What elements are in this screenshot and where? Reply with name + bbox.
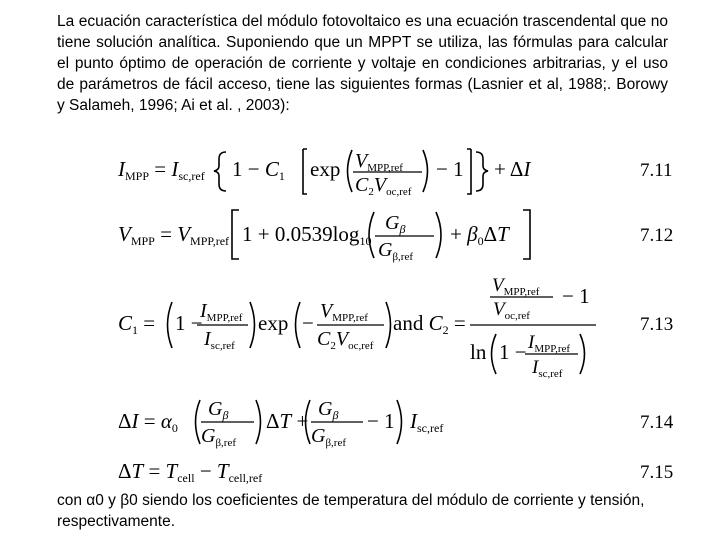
svg-text:VMPP = VMPP,ref: VMPP = VMPP,ref [118,222,230,248]
equation-number: 7.11 [640,160,673,181]
svg-text:− 1: − 1 [562,284,590,308]
equation-number: 7.12 [640,225,674,246]
equation-7-12 [0,204,720,264]
svg-text:VMPP,ref: $V_{MPP,ref}$ [492,275,540,298]
equation-7-13 [0,270,720,380]
svg-text:Voc,ref: $V_{oc,ref}$ [493,299,530,322]
svg-text:Isc,ref: Isc,ref [410,409,444,435]
svg-text:ΔT = Tcell − Tcell,ref: ΔT = Tcell − Tcell,ref [118,459,263,485]
svg-text:C2Voc,ref: $C_2V_{oc,ref}$ [317,328,374,352]
equation-number: 7.13 [640,314,674,335]
intro-paragraph: La ecuación característica del módulo fotovoltaico es una ecuación trascendental que no tiene solución analítica. Suponiendo que un MPPT se utiliza, las fórmulas para calcular el punto óptimo de operación de corriente y voltaje en condiciones arbitrarias, y el uso de parámetros de fácil acceso, tiene las siguientes formas (Lasnier et al, 1988;. Borowy y Salameh, 1996; Ai et al. , 2003): [57,13,668,114]
coefficient: 0.0539 [274,222,333,246]
svg-text:+ ΔI: + ΔI [494,157,531,181]
svg-text:ln: ln [470,340,487,364]
and-word: and [393,311,424,335]
svg-text:− 1: − 1 [367,409,395,433]
svg-text:C1 =: C1 = [118,311,156,337]
equation-number: 7.15 [640,462,674,483]
closing-paragraph: con α0 y β0 siendo los coeficientes de temperatura del módulo de corriente y tensión, respectivamente. [57,492,645,530]
svg-text:1 −: 1 − [499,340,527,364]
equation-7-14 [0,392,720,450]
svg-text:exp: exp [258,311,289,335]
svg-text:Gβ: $G_\beta$ [208,398,229,422]
svg-text:C2Voc,ref: $C_2V_{oc,ref}$ [355,174,412,198]
svg-text:Isc,ref: $I_{sc,ref}$ [532,357,563,380]
svg-text:1 −: 1 − [175,311,203,335]
equation-7-11 [0,142,720,198]
svg-text:IMPP,ref: $I_{MPP,ref}$ [200,300,243,324]
svg-text:Gβ,ref: $G_{\beta,ref}$ [311,425,347,449]
svg-text:+ β0ΔT: + β0ΔT [450,222,509,248]
svg-text:Gβ: $G_\beta$ [385,212,406,236]
svg-text:and C2 =: and C2 = [393,311,466,337]
svg-text:Gβ,ref: $G_{\beta,ref}$ [201,425,237,449]
equation-number: 7.14 [640,412,674,433]
svg-text:IMPP,ref: $I_{MPP,ref}$ [528,332,571,355]
svg-text:Gβ,ref: $G_{\beta,ref}$ [378,239,414,263]
svg-text:VMPP,ref: $V_{MPP,ref}$ [320,300,368,324]
svg-text:Gβ: $G_\beta$ [318,398,339,422]
svg-text:Isc,ref: $I_{sc,ref}$ [204,328,235,352]
svg-text:ΔI = α0: ΔI = α0 [118,409,178,435]
svg-text:VMPP,ref: $V_{MPP,ref}$ [355,150,403,174]
svg-text:IMPP = Isc,ref: IMPP = Isc,ref [118,157,205,183]
equation-7-15 [0,452,720,488]
svg-text:1 + 0.0539log10: 1 + 0.0539log10 [242,222,372,248]
svg-text:1 − C1: 1 − C1 [232,157,285,183]
svg-text:exp: exp [310,157,341,181]
svg-text:−: − [302,311,314,335]
svg-text:− 1: − 1 [436,157,464,181]
svg-text:ΔT +: ΔT + [266,409,309,433]
